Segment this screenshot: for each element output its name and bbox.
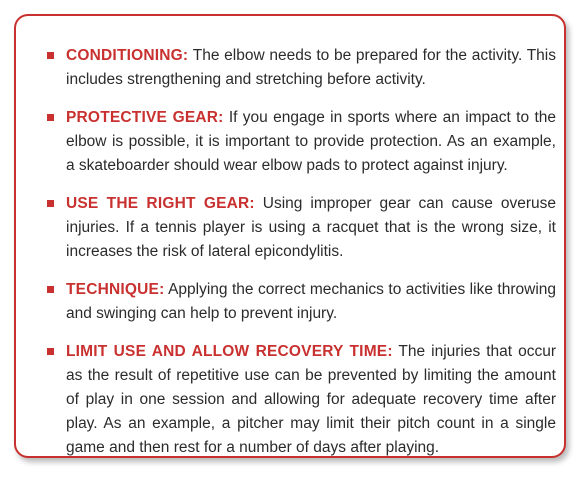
item-text: If you engage in sports where an impact to the elbow is possible, it is important to provide protection. As an example, a skateboarder should wear elbow pads to protect against injury. — [66, 109, 556, 174]
item-label: LIMIT USE AND ALLOW RECOVERY TIME: — [66, 343, 393, 360]
item-text: The elbow needs to be prepared for the activity. This includes strengthening and stretching before activity. — [66, 47, 556, 88]
item-text: Using improper gear can cause overuse injuries. If a tennis player is using a racquet that is the wrong size, it increases the risk of lateral epicondylitis. — [66, 195, 556, 260]
item-text: The injuries that occur as the result of repetitive use can be prevented by limiting the amount of play in one session and allowing for adequate recovery time after play. As an example, a pitcher may limit their pitch count in a single game and then rest for a number of days after playing. — [66, 343, 556, 456]
item-label: CONDITIONING: — [66, 47, 189, 64]
item-label: PROTECTIVE GEAR: — [66, 109, 224, 126]
item-text: Applying the correct mechanics to activities like throwing and swinging can help to prevent injury. — [66, 281, 556, 322]
square-bullet-icon — [47, 52, 54, 59]
square-bullet-icon — [47, 286, 54, 293]
list-item-protective-gear — [46, 106, 556, 178]
list-item-right-gear — [46, 192, 556, 264]
item-label: TECHNIQUE: — [66, 281, 165, 298]
list-item-conditioning — [46, 44, 556, 92]
item-label: USE THE RIGHT GEAR: — [66, 195, 255, 212]
prevention-tips-list — [46, 44, 556, 474]
info-box — [14, 14, 566, 458]
square-bullet-icon — [47, 200, 54, 207]
square-bullet-icon — [47, 114, 54, 121]
list-item-technique — [46, 278, 556, 326]
list-item-limit-use — [46, 340, 556, 460]
square-bullet-icon — [47, 348, 54, 355]
